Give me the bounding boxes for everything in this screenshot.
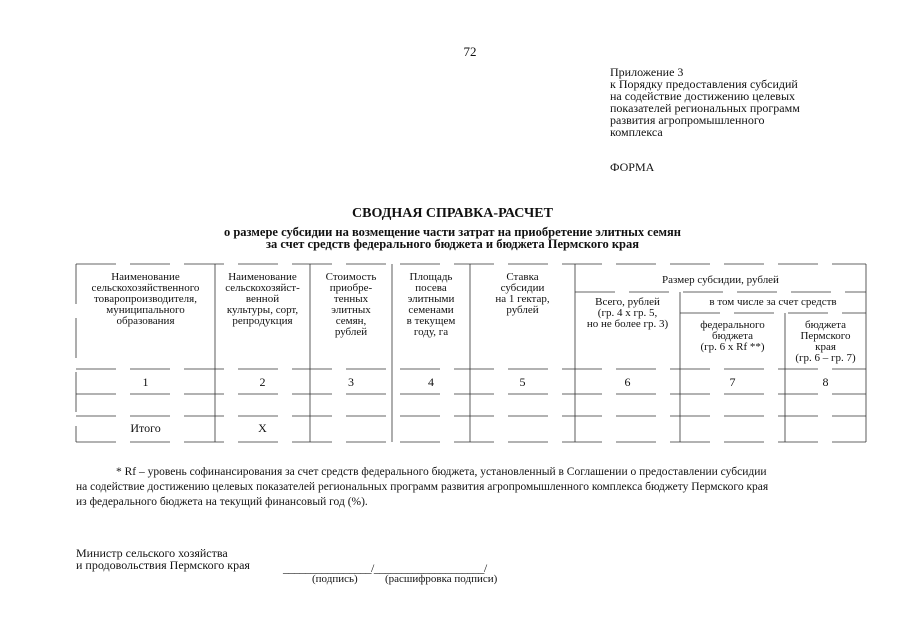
header-text: Ставка xyxy=(506,271,539,283)
header-text: элитных xyxy=(331,304,371,316)
header-text: семенами xyxy=(408,304,454,316)
header-text: (гр. 4 х гр. 5, xyxy=(597,307,658,319)
header-text: культуры, сорт, xyxy=(226,304,299,316)
appendix-line: к Порядку предоставления субсидий xyxy=(610,77,798,91)
footnote-line: * Rf – уровень софинансирования за счет средств федерального бюджета, установленный в Соглашении о предоставлении субсидии xyxy=(116,466,767,478)
header-text: сельскохозяйственного xyxy=(91,282,200,294)
column-number: 8 xyxy=(822,375,829,389)
subtitle-line: о размере субсидии на возмещение части затрат на приобретение элитных семян xyxy=(223,225,681,239)
header-text: Наименование xyxy=(228,271,297,283)
subtitle-line: за счет средств федерального бюджета и бюджета Пермского края xyxy=(265,237,640,251)
signatory-line: и продовольствия Пермского края xyxy=(76,558,250,572)
header-text: сельскохозяйст- xyxy=(225,282,300,294)
header-seed-cost xyxy=(310,272,392,338)
header-text: бюджета xyxy=(711,330,753,342)
header-crop xyxy=(215,272,310,327)
form-label: ФОРМА xyxy=(610,160,655,174)
appendix-line: развития агропромышленного xyxy=(610,113,765,127)
column-number: 4 xyxy=(428,375,434,389)
column-number: 2 xyxy=(259,375,266,389)
header-text: тенных xyxy=(333,293,369,305)
header-text: Стоимость xyxy=(325,271,377,283)
header-producer xyxy=(76,272,215,327)
name-caption: (расшифровка подписи) xyxy=(385,573,498,585)
header-text: в том числе за счет средств xyxy=(709,296,837,308)
appendix-line: комплекса xyxy=(610,125,663,139)
header-subsidy-rate xyxy=(470,272,575,316)
header-text: посева xyxy=(415,282,447,294)
header-subsidy-amount-group xyxy=(575,275,866,286)
header-text: репродукция xyxy=(232,315,293,327)
header-text: в текущем xyxy=(406,315,456,327)
header-regional-budget xyxy=(785,320,866,364)
column-number: 5 xyxy=(519,375,526,389)
header-federal-budget xyxy=(680,320,785,353)
header-text: рублей xyxy=(506,304,539,316)
signatory-line: Министр сельского хозяйства xyxy=(76,546,228,560)
header-text: субсидии xyxy=(500,282,545,294)
column-number: 7 xyxy=(729,375,736,389)
appendix-reference xyxy=(610,66,880,138)
appendix-line: Приложение 3 xyxy=(610,65,684,79)
document-subtitle xyxy=(0,226,905,250)
total-label: Итого xyxy=(130,421,161,435)
header-text: рублей xyxy=(334,326,368,338)
footnote-line: из федерального бюджета на текущий финансовый год (%). xyxy=(76,496,368,508)
header-text: венной xyxy=(245,293,280,305)
column-number: 6 xyxy=(624,375,631,389)
signature-caption: (подпись) xyxy=(312,573,358,585)
header-text: но не более гр. 3) xyxy=(586,318,669,330)
header-text: на 1 гектар, xyxy=(495,293,550,305)
header-including-group xyxy=(680,297,866,308)
signatory-title xyxy=(76,547,250,571)
document-title: СВОДНАЯ СПРАВКА-РАСЧЕТ xyxy=(352,206,553,221)
header-text: образования xyxy=(116,315,175,327)
header-text: элитными xyxy=(407,293,455,305)
header-text: (гр. 6 – гр. 7) xyxy=(795,352,856,364)
appendix-line: показателей региональных программ xyxy=(610,101,800,115)
column-number: 3 xyxy=(348,375,354,389)
header-text: году, га xyxy=(413,326,449,338)
header-sown-area xyxy=(392,272,470,338)
header-text: муниципального xyxy=(106,304,185,316)
appendix-line: на содействие достижению целевых xyxy=(610,89,796,103)
column-number: 1 xyxy=(142,375,149,389)
header-text: федерального xyxy=(700,319,765,331)
header-text: Пермского xyxy=(800,330,851,342)
total-col2-mark: X xyxy=(258,421,267,435)
page-number: 72 xyxy=(463,44,477,59)
header-text: Всего, рублей xyxy=(595,296,660,308)
header-text: Площадь xyxy=(409,271,453,283)
header-text: (гр. 6 x Rf **) xyxy=(700,341,765,353)
header-text: товаропроизводителя, xyxy=(94,293,197,305)
header-text: Размер субсидии, рублей xyxy=(662,274,779,286)
header-total xyxy=(575,297,680,330)
header-text: Наименование xyxy=(111,271,180,283)
footnote xyxy=(76,465,876,510)
footnote-line: на содействие достижению целевых показателей региональных программ развития агропромышленного комплекса бюджету Пермского края xyxy=(76,481,769,493)
header-text: бюджета xyxy=(804,319,846,331)
header-text: края xyxy=(815,341,836,353)
header-text: семян, xyxy=(335,315,367,327)
signature-line: ________________/____________________/ xyxy=(283,561,487,575)
header-text: приобре- xyxy=(329,282,373,294)
